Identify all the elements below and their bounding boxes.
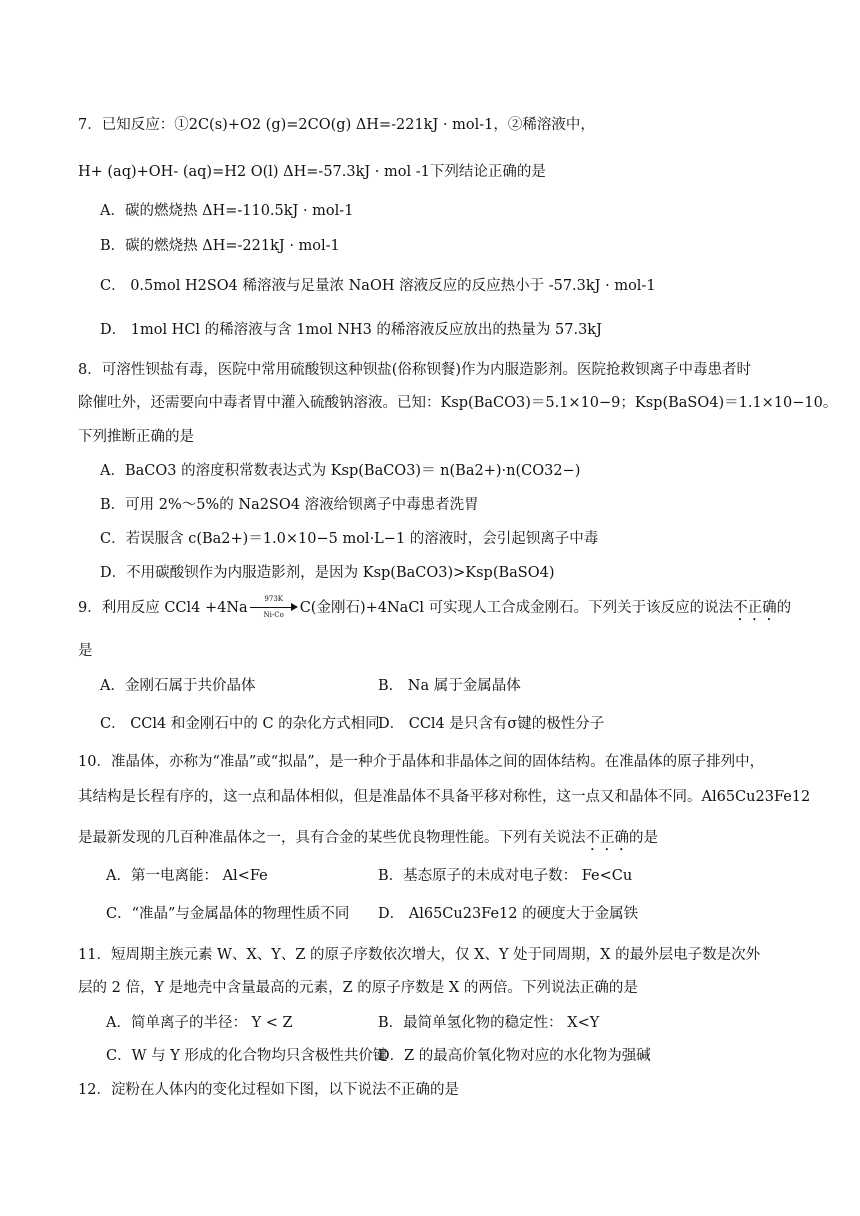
q8-option-a: A．BaCO3 的溶度积常数表达式为 Ksp(BaCO3)＝ n(Ba2+)·n(CO32−) xyxy=(100,463,581,479)
q9-emphasis: 不正确 xyxy=(733,600,777,616)
q9-option-a: A．金刚石属于共价晶体 xyxy=(100,678,256,694)
q7-option-c: C． 0.5mol H2SO4 稀溶液与足量浓 NaOH 溶液反应的反应热小于 -57.3kJ · mol-1 xyxy=(100,278,656,294)
q7-option-d: D． 1mol HCl 的稀溶液与含 1mol NH3 的稀溶液反应放出的热量为 57.3kJ xyxy=(100,322,602,338)
arrow-condition-top: 973K xyxy=(264,595,283,603)
q9-option-c: C． CCl4 和金刚石中的 C 的杂化方式相同 xyxy=(100,716,380,732)
q11-stem-line2: 层的 2 倍，Y 是地壳中含量最高的元素，Z 的原子序数是 X 的两倍。下列说法正确的是 xyxy=(78,980,638,996)
q8-option-b: B．可用 2%～5%的 Na2SO4 溶液给钡离子中毒患者洗胃 xyxy=(100,497,479,513)
q9-stem-end: 的 xyxy=(776,600,792,616)
q8-option-d: D．不用碳酸钡作为内服造影剂，是因为 Ksp(BaCO3)>Ksp(BaSO4) xyxy=(100,565,555,581)
q10-option-c: C．“准晶”与金属晶体的物理性质不同 xyxy=(106,906,350,922)
q10-option-b: B．基态原子的未成对电子数： Fe<Cu xyxy=(378,868,633,884)
q10-stem-line2: 其结构是长程有序的，这一点和晶体相似，但是准晶体不具备平移对称性，这一点又和晶体不同。Al65Cu23Fe12 xyxy=(78,789,811,805)
q10-stem-end: 的是 xyxy=(629,830,658,846)
q12-stem-line1: 12．淀粉在人体内的变化过程如下图，以下说法不正确的是 xyxy=(78,1082,459,1098)
q9-option-b: B． Na 属于金属晶体 xyxy=(378,678,521,694)
q9-stem-post: C(金刚石)+4NaCl 可实现人工合成金刚石。下列关于该反应的说法 xyxy=(299,600,734,616)
q10-option-d: D． Al65Cu23Fe12 的硬度大于金属铁 xyxy=(378,906,639,922)
q11-option-a: A．简单离子的半径： Y < Z xyxy=(106,1015,293,1031)
q11-stem-line1: 11．短周期主族元素 W、X、Y、Z 的原子序数依次增大，仅 X、Y 处于同周期，X 的最外层电子数是次外 xyxy=(78,947,761,963)
q10-option-a: A．第一电离能： Al<Fe xyxy=(106,868,268,884)
q8-stem-line3: 下列推断正确的是 xyxy=(78,429,194,445)
q10-stem-line3 xyxy=(78,828,658,854)
q9-option-d: D． CCl4 是只含有σ键的极性分子 xyxy=(378,716,605,732)
q9-stem-line2: 是 xyxy=(78,643,93,659)
reaction-arrow-icon xyxy=(250,595,298,619)
q8-stem-line1: 8．可溶性钡盐有毒，医院中常用硫酸钡这种钡盐(俗称钡餐)作为内服造影剂。医院抢救钡离子中毒患者时 xyxy=(78,362,752,378)
q9-stem-line1 xyxy=(78,595,792,624)
arrow-condition-bottom: Ni-Co xyxy=(263,611,284,619)
q10-emphasis: 不正确 xyxy=(585,830,629,846)
q7-stem-line1: 7．已知反应：①2C(s)+O2 (g)=2CO(g) ΔH=-221kJ · mol-1，②稀溶液中， xyxy=(78,117,595,133)
q7-option-b: B．碳的燃烧热 ΔH=-221kJ · mol-1 xyxy=(100,238,340,254)
q11-option-c: C．W 与 Y 形成的化合物均只含极性共价键 xyxy=(106,1048,388,1064)
q11-option-d: D．Z 的最高价氧化物对应的水化物为强碱 xyxy=(378,1048,651,1064)
q8-option-c: C．若误服含 c(Ba2+)＝1.0×10−5 mol·L−1 的溶液时，会引起钡离子中毒 xyxy=(100,531,599,547)
q9-stem-pre: 9．利用反应 CCl4 +4Na xyxy=(78,600,248,616)
q11-option-b: B．最简单氢化物的稳定性： X<Y xyxy=(378,1015,600,1031)
q7-option-a: A．碳的燃烧热 ΔH=-110.5kJ · mol-1 xyxy=(100,203,354,219)
q7-stem-line2: H+ (aq)+OH- (aq)=H2 O(l) ΔH=-57.3kJ · mol -1下列结论正确的是 xyxy=(78,164,546,180)
q8-stem-line2: 除催吐外，还需要向中毒者胃中灌入硫酸钠溶液。已知：Ksp(BaCO3)＝5.1×10−9；Ksp(BaSO4)＝1.1×10−10。 xyxy=(78,395,838,411)
q10-stem-pre: 是最新发现的几百种准晶体之一，具有合金的某些优良物理性能。下列有关说法 xyxy=(78,830,586,846)
q10-stem-line1: 10．准晶体，亦称为“准晶”或“拟晶”，是一种介于晶体和非晶体之间的固体结构。在准晶体的原子排列中， xyxy=(78,754,765,770)
